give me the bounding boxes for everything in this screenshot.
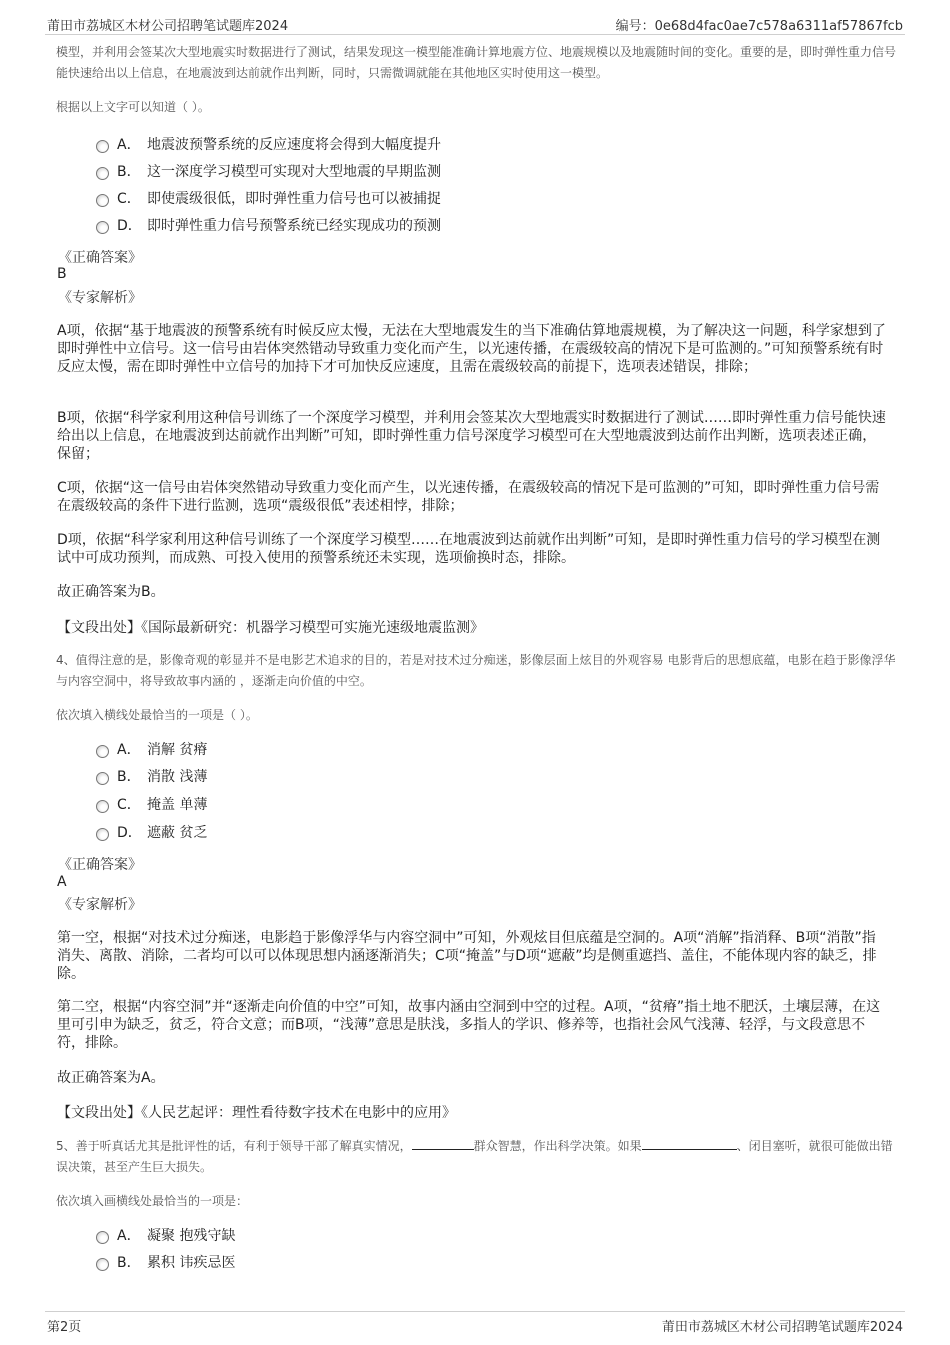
- page-footer: [45, 1311, 905, 1336]
- radio-icon[interactable]: [96, 194, 109, 207]
- option-letter: A．: [117, 1228, 141, 1244]
- option-letter: B．: [117, 769, 141, 785]
- radio-icon[interactable]: [96, 772, 109, 785]
- option-text: 消解 贫瘠: [147, 742, 208, 758]
- answer-label: 《正确答案》: [58, 250, 142, 266]
- q5-option-b[interactable]: [96, 1252, 235, 1274]
- q3-option-c[interactable]: [96, 188, 441, 210]
- option-text: 地震波预警系统的反应速度将会得到大幅度提升: [147, 137, 441, 153]
- option-text: 遮蔽 贫乏: [147, 825, 208, 841]
- analysis-paragraph: A项，依据“基于地震波的预警系统有时候反应太慢，无法在大型地震发生的当下准确估算地震规模，为了解决这一问题，科学家想到了即时弹性中立信号。这一信号由岩体突然错动导致重力变化而产生，以光速传播，在震级较高的情况下是可监测的。”可知预警系统有时反应太慢，需在即时弹性中立信号的加持下才可加快反应速度，且需在震级较高的前提下，选项表述错误，排除；: [57, 323, 886, 375]
- q3-option-b[interactable]: [96, 161, 441, 183]
- radio-icon[interactable]: [96, 800, 109, 813]
- radio-icon[interactable]: [96, 745, 109, 758]
- option-text: 消散 浅薄: [147, 769, 208, 785]
- option-text: 累积 讳疾忌医: [147, 1255, 236, 1271]
- answer-value: A: [57, 874, 67, 890]
- q4-option-d[interactable]: [96, 822, 207, 844]
- q4-option-b[interactable]: [96, 766, 207, 788]
- q3-option-a[interactable]: [96, 134, 441, 156]
- option-text: 即时弹性重力信号预警系统已经实现成功的预测: [147, 218, 441, 234]
- radio-icon[interactable]: [96, 1231, 109, 1244]
- option-text: 这一深度学习模型可实现对大型地震的早期监测: [147, 164, 441, 180]
- answer-label: 《正确答案》: [58, 857, 142, 873]
- analysis-label: 《专家解析》: [58, 290, 142, 306]
- q5-option-a[interactable]: [96, 1225, 235, 1247]
- question-5-part-2: 群众智慧，作出科学决策。如果: [473, 1139, 642, 1153]
- option-letter: D．: [117, 825, 142, 841]
- fill-blank: [642, 1137, 737, 1150]
- analysis-paragraph: B项，依据“科学家利用这种信号训练了一个深度学习模型，并利用会签某次大型地震实时数据进行了测试……即时弹性重力信号能快速给出以上信息，在地震波到达前就作出判断”可知，即时弹性重力信号深度学习模型可在大型地震波到达前作出判断，选项表述正确，保留；: [57, 410, 886, 462]
- radio-icon[interactable]: [96, 1258, 109, 1271]
- analysis-paragraph: 第二空，根据“内容空洞”并“逐渐走向价值的中空”可知，故事内涵由空洞到中空的过程。A项，“贫瘠”指土地不肥沃，土壤层薄，在这里可引申为缺乏，贫乏，符合文意；而B项，“浅薄”意思是肤浅，多指人的学识、修养等，也指社会风气浅薄、轻浮，与文段意思不符，排除。: [57, 999, 881, 1051]
- q4-option-c[interactable]: [96, 794, 207, 816]
- analysis-label: 《专家解析》: [58, 897, 142, 913]
- question-3-text: 模型，并利用会签某次大型地震实时数据进行了测试，结果发现这一模型能准确计算地震方位、地震规模以及地震随时间的变化。重要的是，即时弹性重力信号能快速给出以上信息，在地震波到达前就作出判断，同时，只需微调就能在其他地区实时使用这一模型。: [56, 45, 897, 80]
- option-letter: A．: [117, 742, 141, 758]
- source-citation: 【文段出处】《国际最新研究：机器学习模型可实施光速级地震监测》: [57, 620, 484, 636]
- question-4-text: 4、值得注意的是，影像奇观的彰显并不是电影艺术追求的目的，若是对技术过分痴迷，影像层面上炫目的外观容易 电影背后的思想底蕴，电影在趋于影像浮华与内容空洞中，将导致故事内涵的 ，逐渐走向价值的中空。: [56, 653, 896, 688]
- header-serial: 编号：0e68d4fac0ae7c578a6311af57867fcb: [615, 19, 903, 34]
- question-5-part-3: 、闭目塞听，就很可能做出错误决策，甚至产生巨大损失。: [56, 1139, 893, 1174]
- question-4-instruction: 依次填入横线处最恰当的一项是（ ）。: [56, 708, 258, 722]
- option-text: 即使震级很低，即时弹性重力信号也可以被捕捉: [147, 191, 441, 207]
- option-letter: C．: [117, 797, 141, 813]
- analysis-paragraph: C项，依据“这一信号由岩体突然错动导致重力变化而产生，以光速传播，在震级较高的情况下是可监测的”可知，即时弹性重力信号需在震级较高的条件下进行监测，选项“震级很低”表述相悖，排除；: [57, 480, 880, 514]
- answer-value: B: [57, 266, 67, 282]
- analysis-paragraph: 第一空，根据“对技术过分痴迷，电影趋于影像浮华与内容空洞中”可知，外观炫目但底蕴是空洞的。A项“消解”指消释、B项“消散”指消失、离散、消除，二者均可以可以体现思想内涵逐渐消失；C项“掩盖”与D项“遮蔽”均是侧重遮挡、盖住，不能体现内容的缺乏，排除。: [57, 930, 877, 982]
- question-5-instruction: 依次填入画横线处最恰当的一项是：: [56, 1194, 249, 1208]
- radio-icon[interactable]: [96, 221, 109, 234]
- option-letter: A．: [117, 137, 141, 153]
- option-letter: B．: [117, 1255, 141, 1271]
- option-letter: C．: [117, 191, 141, 207]
- footer-title: 莆田市荔城区木材公司招聘笔试题库2024: [661, 1320, 903, 1335]
- source-citation: 【文段出处】《人民艺起评：理性看待数字技术在电影中的应用》: [57, 1105, 456, 1121]
- radio-icon[interactable]: [96, 140, 109, 153]
- q4-option-a[interactable]: [96, 739, 207, 761]
- analysis-paragraph: D项，依据“科学家利用这种信号训练了一个深度学习模型……在地震波到达前就作出判断”可知，是即时弹性重力信号的学习模型在测试中可成功预判，而成熟、可投入使用的预警系统还未实现，选项偷换时态，排除。: [57, 532, 881, 566]
- option-text: 凝聚 抱残守缺: [147, 1228, 236, 1244]
- question-5-text: [56, 1136, 901, 1178]
- radio-icon[interactable]: [96, 167, 109, 180]
- q3-option-d[interactable]: [96, 215, 441, 237]
- fill-blank: [412, 1137, 474, 1150]
- header-title: 莆田市荔城区木材公司招聘笔试题库2024: [47, 19, 289, 34]
- page-header: [45, 12, 905, 35]
- question-5-part-1: 5、善于听真话尤其是批评性的话，有利于领导干部了解真实情况，: [56, 1139, 412, 1153]
- option-letter: B．: [117, 164, 141, 180]
- conclusion: 故正确答案为B。: [57, 584, 165, 600]
- option-text: 掩盖 单薄: [147, 797, 208, 813]
- page-number: 第2页: [47, 1320, 82, 1335]
- question-3-instruction: 根据以上文字可以知道（ ）。: [56, 100, 210, 114]
- option-letter: D．: [117, 218, 142, 234]
- conclusion: 故正确答案为A。: [57, 1070, 165, 1086]
- radio-icon[interactable]: [96, 828, 109, 841]
